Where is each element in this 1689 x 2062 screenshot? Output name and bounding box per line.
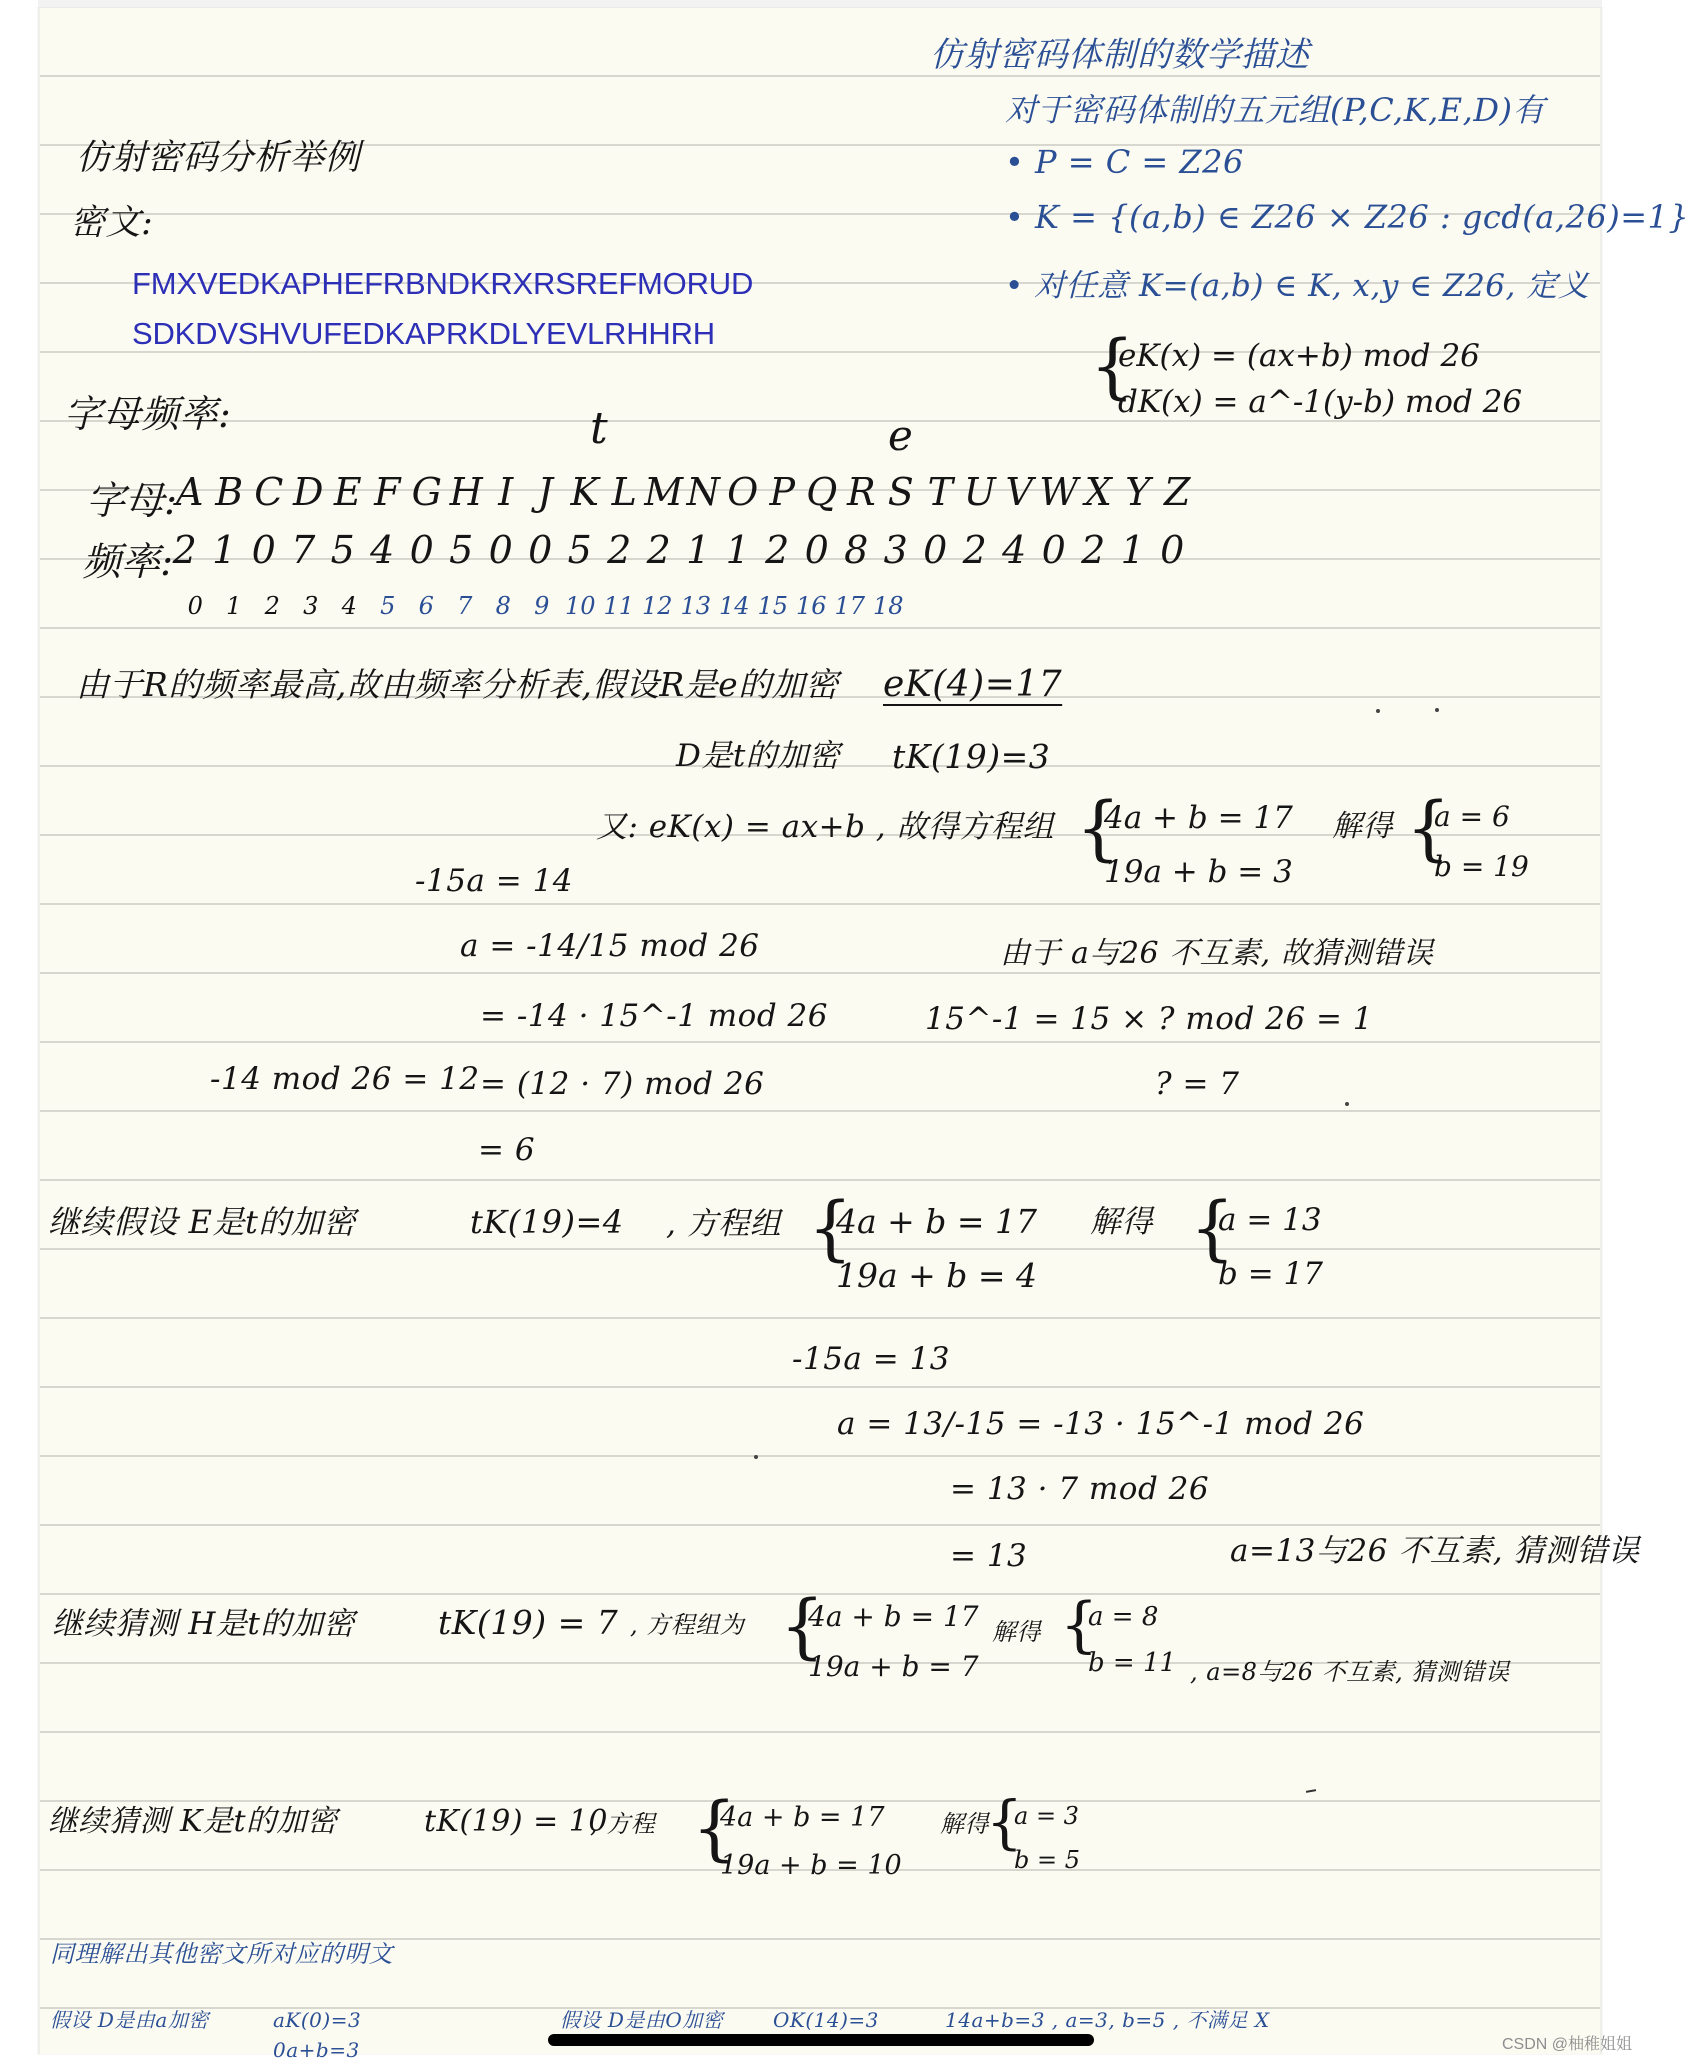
letter-cell-17: R <box>846 470 876 514</box>
count-cell-17: 8 <box>844 528 869 572</box>
hypothesis-3: 继续猜测 H是t的加密 <box>52 1606 355 1642</box>
letter-cell-23: X <box>1084 470 1112 514</box>
letter-cell-8: I <box>498 470 514 514</box>
frequency-heading: 字母频率: <box>64 392 232 436</box>
bottom-middle-formula: OK(14)=3 <box>773 2008 879 2032</box>
letters-row <box>170 470 1197 514</box>
letter-cell-25: Z <box>1164 470 1191 514</box>
work-3: = -14 · 15^-1 mod 26 <box>480 998 828 1034</box>
affine-formula-brace <box>1090 325 1523 438</box>
solution-3-bottom: b = 11 <box>1088 1648 1177 1678</box>
index-cell-2: 2 <box>264 592 280 620</box>
hypothesis-2-formula: tK(19)=4 <box>470 1203 624 1241</box>
system-2 <box>808 1187 1038 1304</box>
letter-cell-9: J <box>537 470 553 514</box>
pen-mark-1 <box>1306 1789 1316 1793</box>
count-cell-8: 0 <box>488 528 513 572</box>
letter-cell-21: V <box>1005 470 1033 514</box>
hypothesis-2-label: , 方程组 <box>666 1206 782 1242</box>
count-cell-24: 1 <box>1120 528 1145 572</box>
hypothesis-3-formula: tK(19) = 7 <box>438 1603 619 1642</box>
watermark: CSDN @柚稚姐姐 <box>1501 2036 1632 2053</box>
count-cell-22: 0 <box>1041 528 1066 572</box>
letter-cell-5: F <box>374 470 401 514</box>
encrypt-formula: eK(x) = (ax+b) mod 26 <box>1118 338 1480 374</box>
letter-cell-4: E <box>333 470 362 514</box>
hypothesis-4: 继续猜测 K是t的加密 <box>48 1804 338 1839</box>
count-cell-14: 1 <box>725 528 750 572</box>
inverse-line: 15^-1 = 15 × ? mod 26 = 1 <box>925 1001 1374 1037</box>
right-notes-line-4: • 对任意 K=(a,b) ∈ K, x,y ∈ Z26, 定义 <box>1005 268 1590 304</box>
letter-cell-20: U <box>963 470 996 514</box>
analysis-line-2: D是t的加密 <box>676 738 841 774</box>
count-cell-20: 2 <box>962 528 987 572</box>
letter-cell-18: S <box>887 470 914 514</box>
index-cell-18: 18 <box>872 592 904 620</box>
index-cell-6: 6 <box>418 592 434 620</box>
solve-label-3: 解得 <box>992 1618 1041 1646</box>
count-cell-1: 1 <box>212 528 237 572</box>
index-row <box>176 592 908 620</box>
affine-brace-symbol: { <box>1090 325 1135 407</box>
system-1 <box>1076 787 1293 900</box>
bottom-right-note: 14a+b=3 , a=3, b=5 , 不满足 X <box>945 2008 1270 2032</box>
count-cell-12: 2 <box>646 528 671 572</box>
count-cell-9: 0 <box>528 528 553 572</box>
cipher-label: 密文: <box>70 203 154 243</box>
letter-cell-13: N <box>686 470 720 514</box>
solution-3-brace: { <box>1060 1590 1099 1660</box>
system-2-bottom: 19a + b = 4 <box>836 1256 1038 1295</box>
notebook-sheet <box>38 8 1689 2062</box>
hypothesis-4-formula: tK(19) = 10 <box>424 1804 608 1839</box>
system-4 <box>692 1787 902 1894</box>
letter-cell-3: D <box>293 470 324 514</box>
solution-1-brace: { <box>1406 787 1451 869</box>
index-cell-4: 4 <box>341 592 357 620</box>
index-cell-17: 17 <box>834 592 866 620</box>
solution-4 <box>986 1788 1086 1892</box>
dot-mark-2 <box>1376 709 1380 713</box>
counts-row <box>165 528 1192 572</box>
solution-3-top: a = 8 <box>1088 1602 1159 1632</box>
count-cell-19: 0 <box>923 528 948 572</box>
system-4-brace: { <box>692 1787 737 1869</box>
system-2-brace: { <box>808 1187 853 1269</box>
index-cell-15: 15 <box>757 592 789 620</box>
solution-1-top: a = 6 <box>1434 800 1510 833</box>
solve-label-4: 解得 <box>940 1810 989 1838</box>
index-cell-3: 3 <box>303 592 319 620</box>
solution-1-bottom: b = 19 <box>1434 850 1529 883</box>
letters-label: 字母: <box>86 479 178 524</box>
solution-3 <box>1060 1590 1177 1690</box>
bottom-title: 同理解出其他密文所对应的明文 <box>50 1940 393 1968</box>
counts-label: 频率: <box>82 540 174 585</box>
letter-cell-12: M <box>644 470 684 514</box>
index-cell-14: 14 <box>718 592 750 620</box>
side-note: -14 mod 26 = 12 <box>210 1061 480 1097</box>
work-2: a = -14/15 mod 26 <box>460 928 760 964</box>
letter-cell-7: H <box>449 470 483 514</box>
work-6: -15a = 13 <box>792 1341 951 1377</box>
invalid-2: a=13与26 不互素, 猜测错误 <box>1230 1533 1640 1569</box>
index-cell-9: 9 <box>534 592 550 620</box>
system-3-bottom: 19a + b = 7 <box>808 1650 979 1683</box>
letter-cell-14: O <box>727 470 759 514</box>
system-4-top: 4a + b = 17 <box>720 1802 885 1833</box>
index-cell-16: 16 <box>795 592 827 620</box>
count-cell-6: 0 <box>409 528 434 572</box>
letter-cell-11: L <box>611 470 637 514</box>
count-cell-4: 5 <box>330 528 355 572</box>
ciphertext-line-1: FMXVEDKAPHEFRBNDKRXRSREFMORUD <box>132 266 754 301</box>
solution-2-brace: { <box>1190 1187 1235 1269</box>
system-4-bottom: 19a + b = 10 <box>720 1850 902 1881</box>
hypothesis-2: 继续假设 E是t的加密 <box>48 1203 356 1241</box>
solution-4-top: a = 3 <box>1014 1802 1079 1830</box>
count-cell-25: 0 <box>1160 528 1185 572</box>
dot-mark-1 <box>1435 708 1439 712</box>
work-5: = 6 <box>478 1132 536 1168</box>
bottom-left-formula-1: aK(0)=3 <box>273 2008 362 2032</box>
right-notes-line-3: • K = {(a,b) ∈ Z26 × Z26 : gcd(a,26)=1} <box>1005 198 1689 236</box>
system-2-top: 4a + b = 17 <box>836 1202 1038 1241</box>
system-3 <box>780 1585 979 1694</box>
solution-4-brace: { <box>986 1788 1023 1856</box>
count-cell-3: 7 <box>291 528 316 572</box>
dot-mark-3 <box>1345 1102 1349 1106</box>
system-3-top: 4a + b = 17 <box>808 1600 979 1633</box>
count-cell-18: 3 <box>883 528 908 572</box>
count-cell-23: 2 <box>1081 528 1106 572</box>
letter-cell-0: A <box>176 470 204 514</box>
count-cell-2: 0 <box>251 528 276 572</box>
count-cell-15: 2 <box>765 528 790 572</box>
letter-cell-15: P <box>769 470 796 514</box>
ciphertext-line-2: SDKDVSHVUFEDKAPRKDLYEVLRHHRH <box>132 316 715 351</box>
solution-4-bottom: b = 5 <box>1014 1846 1080 1874</box>
home-indicator <box>548 2034 1094 2046</box>
solve-label-2: 解得 <box>1090 1204 1153 1240</box>
solution-2-top: a = 13 <box>1218 1202 1322 1238</box>
analysis-line-1-formula: eK(4)=17 <box>883 664 1063 705</box>
index-cell-13: 13 <box>680 592 712 620</box>
letter-cell-16: Q <box>806 470 838 514</box>
system-1-bottom: 19a + b = 3 <box>1104 854 1293 890</box>
right-notes-line-2: • P = C = Z26 <box>1005 143 1244 181</box>
hint-t: t <box>590 403 609 454</box>
count-cell-21: 4 <box>1002 528 1027 572</box>
system-1-top: 4a + b = 17 <box>1104 800 1293 836</box>
index-cell-5: 5 <box>380 592 396 620</box>
index-cell-8: 8 <box>495 592 511 620</box>
invalid-1: 由于 a与26 不互素, 故猜测错误 <box>1000 936 1434 971</box>
bottom-left-note: 假设 D是由a加密 <box>50 2008 209 2032</box>
analysis-line-1: 由于R的频率最高,故由频率分析表,假设R是e的加密 <box>76 665 839 704</box>
work-4: = (12 · 7) mod 26 <box>480 1066 765 1102</box>
index-cell-7: 7 <box>457 592 473 620</box>
right-notes-line-1: 对于密码体制的五元组(P,C,K,E,D)有 <box>1005 91 1545 129</box>
solution-2-bottom: b = 17 <box>1218 1256 1323 1292</box>
work-9: = 13 <box>950 1538 1028 1574</box>
hint-e: e <box>888 411 914 460</box>
index-cell-10: 10 <box>564 592 596 620</box>
count-cell-11: 2 <box>607 528 632 572</box>
work-7: a = 13/-15 = -13 · 15^-1 mod 26 <box>837 1406 1365 1442</box>
count-cell-5: 4 <box>370 528 395 572</box>
page-heading: 仿射密码分析举例 <box>76 138 361 178</box>
index-cell-1: 1 <box>226 592 242 620</box>
right-notes-title: 仿射密码体制的数学描述 <box>930 35 1310 75</box>
count-cell-0: 2 <box>172 528 197 572</box>
solution-2 <box>1190 1187 1340 1304</box>
letter-cell-24: Y <box>1125 470 1151 514</box>
count-cell-13: 1 <box>686 528 711 572</box>
hypothesis-3-label: , 方程组为 <box>630 1611 745 1639</box>
letter-cell-1: B <box>215 470 244 514</box>
letter-cell-19: T <box>927 470 953 514</box>
solve-label-1: 解得 <box>1332 809 1393 844</box>
count-cell-16: 0 <box>804 528 829 572</box>
hypothesis-4-label: , 方程 <box>590 1810 656 1838</box>
invalid-3: , a=8与26 不互素, 猜测错误 <box>1190 1658 1510 1686</box>
dot-mark-4 <box>754 1455 758 1459</box>
letter-cell-10: K <box>570 470 599 514</box>
system-1-brace: { <box>1076 787 1121 869</box>
work-1: -15a = 14 <box>415 863 574 899</box>
inverse-result: ? = 7 <box>1155 1066 1240 1102</box>
index-cell-11: 11 <box>603 592 635 620</box>
bottom-left-formula-2: 0a+b=3 <box>273 2038 360 2062</box>
index-cell-12: 12 <box>641 592 673 620</box>
index-cell-0: 0 <box>187 592 203 620</box>
system-3-brace: { <box>780 1585 825 1667</box>
analysis-line-3: 又: eK(x) = ax+b , 故得方程组 <box>596 809 1055 845</box>
letter-cell-22: W <box>1039 470 1079 514</box>
letter-cell-2: C <box>254 470 284 514</box>
count-cell-10: 5 <box>567 528 592 572</box>
count-cell-7: 5 <box>449 528 474 572</box>
decrypt-formula: dK(x) = a^-1(y-b) mod 26 <box>1118 384 1523 420</box>
work-8: = 13 · 7 mod 26 <box>950 1471 1210 1507</box>
letter-cell-6: G <box>411 470 442 514</box>
analysis-line-2-formula: tK(19)=3 <box>892 737 1051 776</box>
solution-1 <box>1406 787 1536 900</box>
bottom-middle-note: 假设 D是由O加密 <box>560 2008 724 2032</box>
